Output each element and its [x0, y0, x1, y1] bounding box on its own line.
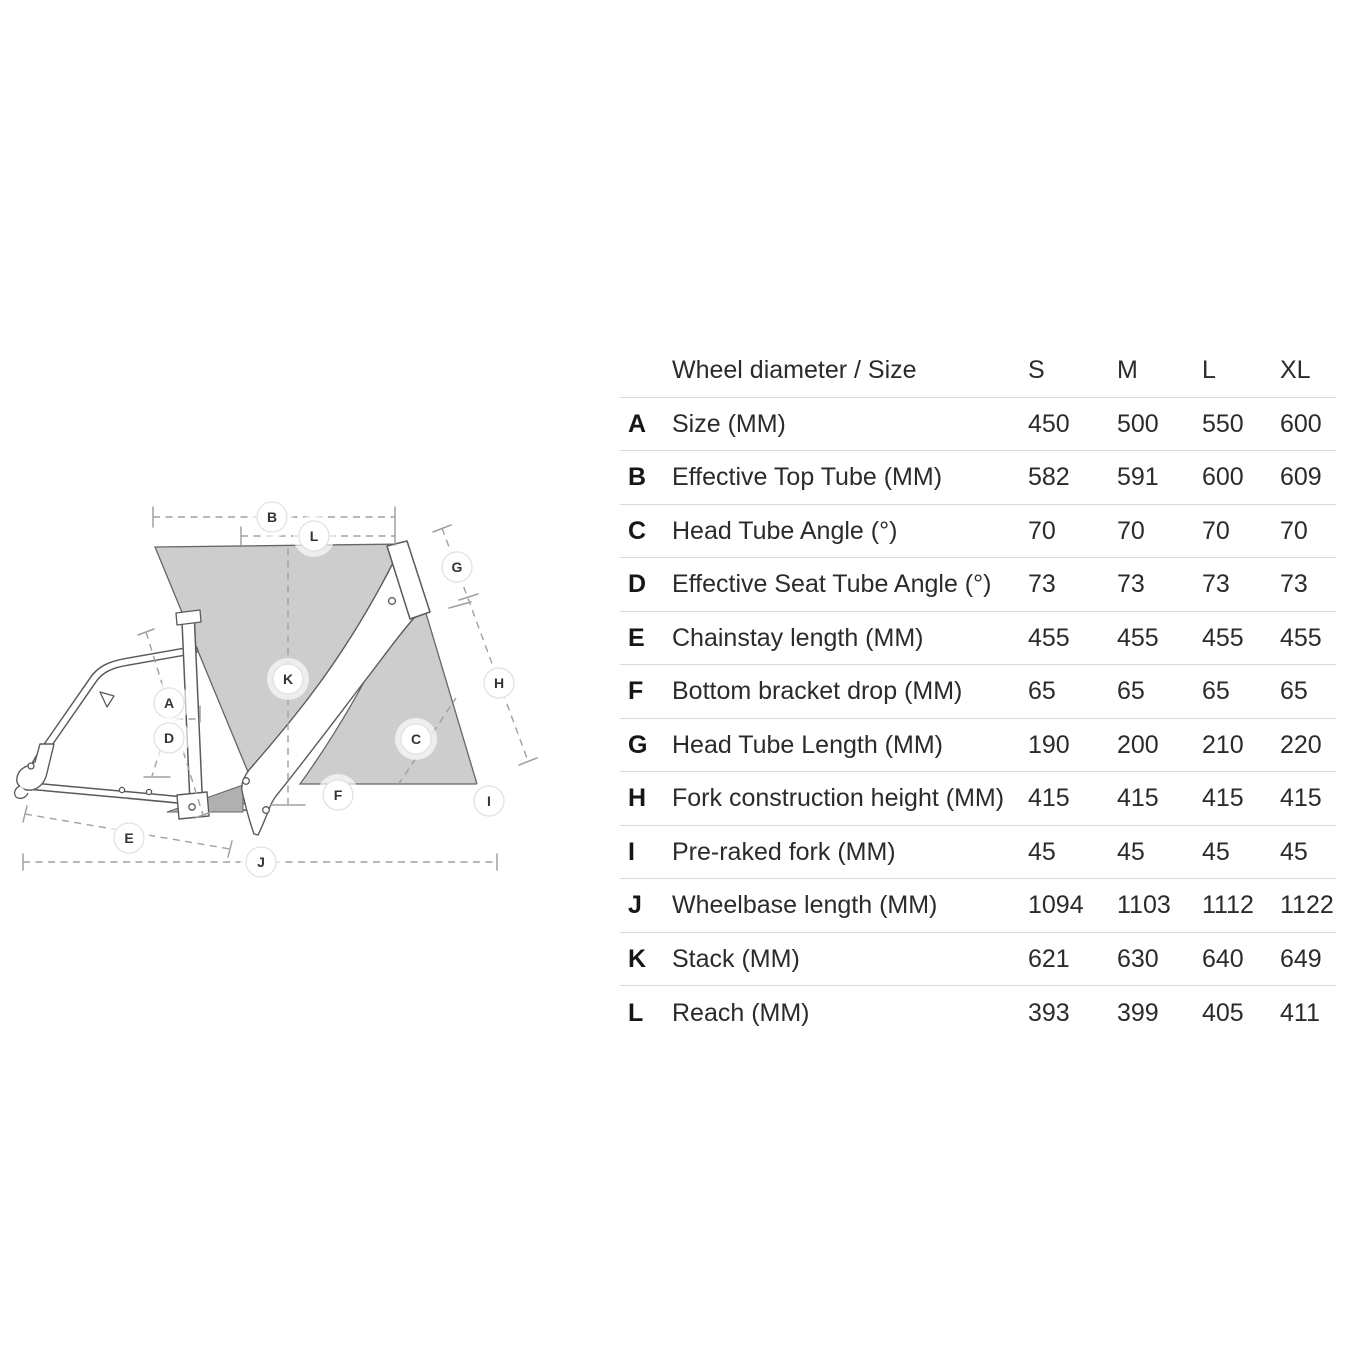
- value-m: 200: [1117, 730, 1159, 759]
- row-label: Effective Top Tube (MM): [672, 463, 943, 492]
- value-s: 455: [1028, 623, 1070, 652]
- callout-F: [317, 774, 359, 816]
- callout-letter-k: K: [282, 671, 294, 687]
- value-l: 415: [1202, 784, 1244, 813]
- row-label: Bottom bracket drop (MM): [672, 677, 963, 706]
- value-m: 65: [1117, 677, 1145, 706]
- value-xl: 70: [1280, 516, 1308, 545]
- callout-I: [468, 780, 510, 822]
- callout-letter-g: G: [451, 559, 463, 575]
- rear-dropout: [17, 744, 54, 790]
- value-xl: 415: [1280, 784, 1322, 813]
- row-letter: E: [628, 623, 645, 652]
- value-m: 399: [1117, 998, 1159, 1027]
- value-xl: 65: [1280, 677, 1308, 706]
- value-xl: 411: [1280, 998, 1320, 1027]
- table-header-row: [620, 344, 1336, 398]
- value-l: 405: [1202, 998, 1244, 1027]
- callout-D: [148, 717, 190, 759]
- row-letter: F: [628, 677, 644, 706]
- row-label: Fork construction height (MM): [672, 784, 1005, 813]
- row-letter: C: [628, 516, 647, 545]
- row-label: Reach (MM): [672, 998, 810, 1027]
- header-size-xl: XL: [1280, 356, 1311, 385]
- callout-letter-l: L: [309, 528, 319, 544]
- row-label: Pre-raked fork (MM): [672, 837, 896, 866]
- header-size-l: L: [1202, 356, 1216, 385]
- bracket-bolt: [189, 804, 195, 810]
- table-row: [620, 933, 1336, 987]
- value-m: 1103: [1117, 891, 1171, 920]
- table-row: [620, 986, 1336, 1040]
- value-l: 640: [1202, 944, 1244, 973]
- table-row: [620, 879, 1336, 933]
- bb-bolt-1: [243, 778, 250, 785]
- tick-GH-top: [433, 525, 451, 532]
- callout-B: [251, 496, 293, 538]
- callout-G: [436, 546, 478, 588]
- header-size-s: S: [1028, 356, 1045, 385]
- callout-letter-a: A: [163, 695, 175, 711]
- value-s: 450: [1028, 409, 1070, 438]
- value-xl: 220: [1280, 730, 1322, 759]
- row-label: Head Tube Length (MM): [672, 730, 943, 759]
- table-row: [620, 505, 1336, 559]
- value-s: 582: [1028, 463, 1070, 492]
- callout-H: [478, 662, 520, 704]
- callout-L: [293, 515, 335, 557]
- callout-J: [240, 841, 282, 883]
- tick-GH-bottom: [519, 758, 537, 765]
- row-label: Stack (MM): [672, 944, 800, 973]
- value-m: 73: [1117, 570, 1145, 599]
- value-xl: 45: [1280, 837, 1308, 866]
- value-m: 500: [1117, 409, 1159, 438]
- bike-frame-diagram: [0, 480, 570, 900]
- row-letter: I: [628, 837, 635, 866]
- table-row: [620, 772, 1336, 826]
- callout-letter-c: C: [410, 731, 422, 747]
- value-m: 45: [1117, 837, 1145, 866]
- callout-letter-b: B: [266, 509, 278, 525]
- row-letter: J: [628, 891, 642, 920]
- chainstay-bolt-2: [146, 789, 151, 794]
- callout-E: [108, 817, 150, 859]
- value-l: 45: [1202, 837, 1230, 866]
- row-letter: G: [628, 730, 648, 759]
- value-m: 70: [1117, 516, 1145, 545]
- row-letter: H: [628, 784, 647, 813]
- table-row: [620, 665, 1336, 719]
- seat-tube-cap: [176, 610, 201, 625]
- value-m: 415: [1117, 784, 1159, 813]
- callout-letter-d: D: [163, 730, 175, 746]
- value-s: 393: [1028, 998, 1070, 1027]
- callout-C: [395, 718, 437, 760]
- value-s: 1094: [1028, 891, 1084, 920]
- row-letter: D: [628, 570, 647, 599]
- value-xl: 455: [1280, 623, 1322, 652]
- bike-frame-svg: [0, 480, 570, 900]
- callout-letter-j: J: [257, 854, 265, 870]
- value-xl: 1122: [1280, 891, 1334, 920]
- value-xl: 73: [1280, 570, 1308, 599]
- value-l: 65: [1202, 677, 1230, 706]
- value-s: 73: [1028, 570, 1056, 599]
- value-xl: 600: [1280, 409, 1322, 438]
- row-label: Head Tube Angle (°): [672, 516, 898, 545]
- header-label: Wheel diameter / Size: [672, 356, 917, 385]
- value-s: 621: [1028, 944, 1070, 973]
- row-letter: L: [628, 998, 644, 1027]
- row-letter: K: [628, 944, 647, 973]
- value-l: 73: [1202, 570, 1230, 599]
- row-label: Wheelbase length (MM): [672, 891, 938, 920]
- value-xl: 649: [1280, 944, 1322, 973]
- table-row: [620, 719, 1336, 773]
- value-s: 190: [1028, 730, 1070, 759]
- value-m: 591: [1117, 463, 1159, 492]
- callout-letter-h: H: [493, 675, 505, 691]
- table-row: [620, 558, 1336, 612]
- value-s: 415: [1028, 784, 1070, 813]
- value-l: 210: [1202, 730, 1244, 759]
- row-label: Size (MM): [672, 409, 786, 438]
- value-l: 455: [1202, 623, 1244, 652]
- dropout-bolt: [28, 763, 34, 769]
- row-letter: B: [628, 463, 647, 492]
- geometry-table: [620, 344, 1336, 1040]
- row-label: Chainstay length (MM): [672, 623, 924, 652]
- value-l: 600: [1202, 463, 1244, 492]
- header-size-m: M: [1117, 356, 1138, 385]
- callout-letter-f: F: [333, 787, 343, 803]
- row-label: Effective Seat Tube Angle (°): [672, 570, 992, 599]
- value-s: 45: [1028, 837, 1056, 866]
- table-row: [620, 612, 1336, 666]
- table-row: [620, 451, 1336, 505]
- frame-notch: [100, 692, 114, 707]
- value-s: 65: [1028, 677, 1056, 706]
- chainstay-bolt-1: [119, 787, 124, 792]
- callout-K: [267, 658, 309, 700]
- row-letter: A: [628, 409, 647, 438]
- head-tube-bolt: [389, 598, 396, 605]
- callout-letter-e: E: [124, 830, 134, 846]
- value-m: 630: [1117, 944, 1159, 973]
- bb-bolt-2: [263, 807, 270, 814]
- table-row: [620, 398, 1336, 452]
- value-l: 70: [1202, 516, 1230, 545]
- value-l: 1112: [1202, 891, 1254, 920]
- tick-GH-mid-2: [449, 602, 471, 608]
- value-m: 455: [1117, 623, 1159, 652]
- table-row: [620, 826, 1336, 880]
- value-s: 70: [1028, 516, 1056, 545]
- value-l: 550: [1202, 409, 1244, 438]
- callout-letter-i: I: [487, 793, 491, 809]
- value-xl: 609: [1280, 463, 1322, 492]
